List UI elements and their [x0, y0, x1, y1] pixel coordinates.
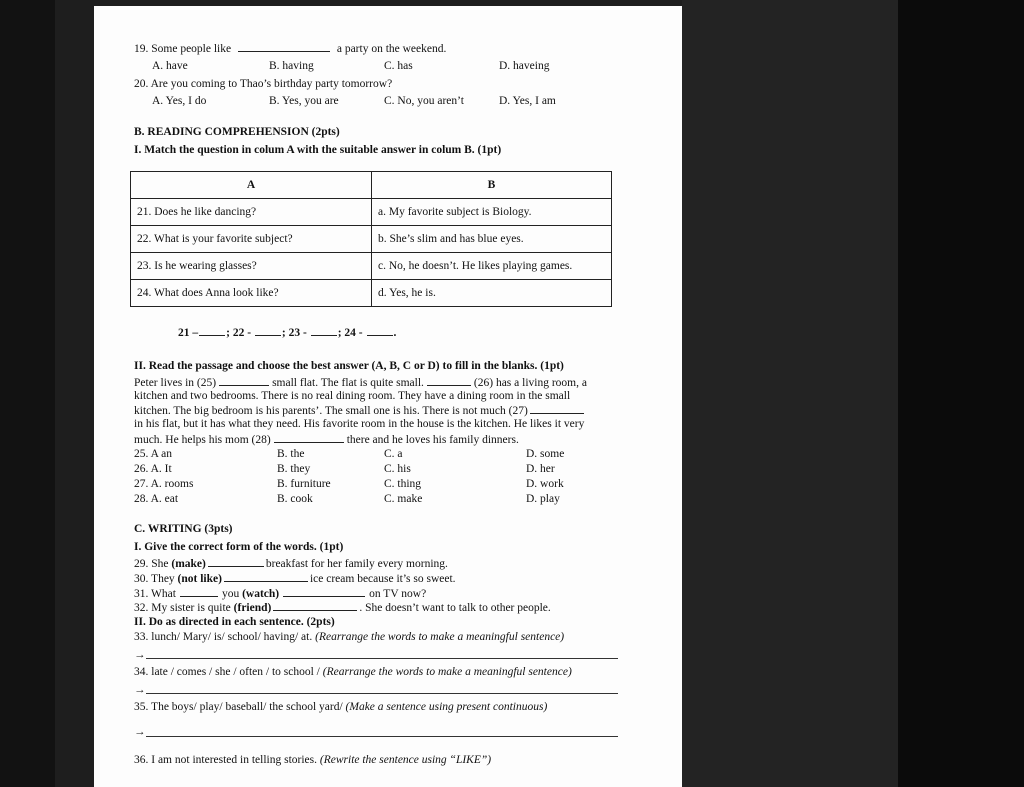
- do-as-directed-instructions: II. Do as directed in each sentence. (2pts): [134, 616, 335, 628]
- answer-cell: d. Yes, he is.: [372, 280, 612, 307]
- question-36: 36. I am not interested in telling stories. (Rewrite the sentence using “LIKE”): [134, 754, 492, 766]
- question-33: 33. lunch/ Mary/ is/ school/ having/ at. (Rearrange the words to make a meaningful sentence): [134, 631, 565, 643]
- question-cell: 24. What does Anna look like?: [131, 280, 372, 307]
- table-row: [131, 280, 612, 307]
- dark-background-left: [0, 0, 55, 787]
- q20-option-c: C. No, you aren’t: [384, 95, 464, 107]
- q26-option-b: B. they: [277, 463, 311, 475]
- q19-option-d: D. haveing: [499, 60, 550, 72]
- q25-option-a: 25. A an: [134, 448, 173, 460]
- q27-option-c: C. thing: [384, 478, 422, 490]
- table-row: [131, 226, 612, 253]
- reading-section-title: B. READING COMPREHENSION (2pts): [134, 126, 340, 138]
- question-20: 20. Are you coming to Thao’s birthday party tomorrow?: [134, 78, 393, 90]
- table-row: [131, 253, 612, 280]
- q25-option-d: D. some: [526, 448, 565, 460]
- passage-line-3: kitchen. The big bedroom is his parents’. The small one is his. There is not much (27): [134, 404, 584, 418]
- worksheet-page: [94, 6, 682, 787]
- question-32: 32. My sister is quite (friend) . She doesn’t want to talk to other people.: [134, 602, 551, 614]
- answer-line-33[interactable]: [146, 658, 618, 659]
- answer-cell: b. She’s slim and has blue eyes.: [372, 226, 612, 253]
- q19-option-a: A. have: [152, 60, 188, 72]
- q28-option-c: C. make: [384, 493, 423, 505]
- arrow-35: →: [134, 726, 146, 738]
- q19-option-c: C. has: [384, 60, 413, 72]
- q25-option-c: C. a: [384, 448, 403, 460]
- dark-background-middle: [682, 0, 898, 787]
- matching-instructions: I. Match the question in colum A with the suitable answer in colum B. (1pt): [134, 144, 502, 156]
- passage-line-5: much. He helps his mom (28) there and he loves his family dinners.: [134, 434, 519, 446]
- q28-option-b: B. cook: [277, 493, 313, 505]
- matching-answer-line: 21 – ; 22 - ; 23 - ; 24 - .: [178, 327, 397, 339]
- table-header-row: [131, 172, 612, 199]
- q27-option-b: B. furniture: [277, 478, 331, 490]
- column-b-header: B: [372, 172, 612, 199]
- arrow-34: →: [134, 684, 146, 696]
- arrow-33: →: [134, 649, 146, 661]
- passage-line-2: kitchen and two bedrooms. There is no real dining room. They have a dining room in the small: [134, 390, 571, 402]
- q25-option-b: B. the: [277, 448, 305, 460]
- question-35: 35. The boys/ play/ baseball/ the school yard/ (Make a sentence using present continuous): [134, 701, 548, 713]
- word-form-instructions: I. Give the correct form of the words. (1pt): [134, 541, 344, 553]
- dark-background-right: [898, 0, 1024, 787]
- answer-line-34[interactable]: [146, 693, 618, 694]
- answer-line-35[interactable]: [146, 736, 618, 737]
- passage-line-4: in his flat, but it has what they need. His favorite room in the house is the kitchen. He likes it very: [134, 418, 585, 430]
- question-34: 34. late / comes / she / often / to school / (Rearrange the words to make a meaningful sentence): [134, 666, 572, 678]
- answer-cell: c. No, he doesn’t. He likes playing games.: [372, 253, 612, 280]
- writing-section-title: C. WRITING (3pts): [134, 523, 233, 535]
- q20-option-d: D. Yes, I am: [499, 95, 556, 107]
- question-19: 19. Some people like a party on the weekend.: [134, 43, 447, 55]
- question-30: 30. They (not like) ice cream because it’s so sweet.: [134, 573, 456, 585]
- q28-option-a: 28. A. eat: [134, 493, 179, 505]
- question-29: 29. She (make) breakfast for her family every morning.: [134, 558, 448, 570]
- q26-option-a: 26. A. It: [134, 463, 172, 475]
- matching-table: [130, 171, 612, 307]
- column-a-header: A: [131, 172, 372, 199]
- passage-instructions: II. Read the passage and choose the best answer (A, B, C or D) to fill in the blanks. (1pt): [134, 360, 564, 372]
- q26-option-d: D. her: [526, 463, 555, 475]
- question-cell: 21. Does he like dancing?: [131, 199, 372, 226]
- q26-option-c: C. his: [384, 463, 411, 475]
- question-cell: 22. What is your favorite subject?: [131, 226, 372, 253]
- q19-option-b: B. having: [269, 60, 314, 72]
- question-31: 31. What you (watch) on TV now?: [134, 588, 427, 600]
- q27-option-a: 27. A. rooms: [134, 478, 194, 490]
- question-cell: 23. Is he wearing glasses?: [131, 253, 372, 280]
- passage-line-1: Peter lives in (25) small flat. The flat is quite small. (26) has a living room, a: [134, 377, 587, 389]
- q28-option-d: D. play: [526, 493, 560, 505]
- table-row: [131, 199, 612, 226]
- q20-option-b: B. Yes, you are: [269, 95, 339, 107]
- answer-cell: a. My favorite subject is Biology.: [372, 199, 612, 226]
- q20-option-a: A. Yes, I do: [152, 95, 207, 107]
- q27-option-d: D. work: [526, 478, 564, 490]
